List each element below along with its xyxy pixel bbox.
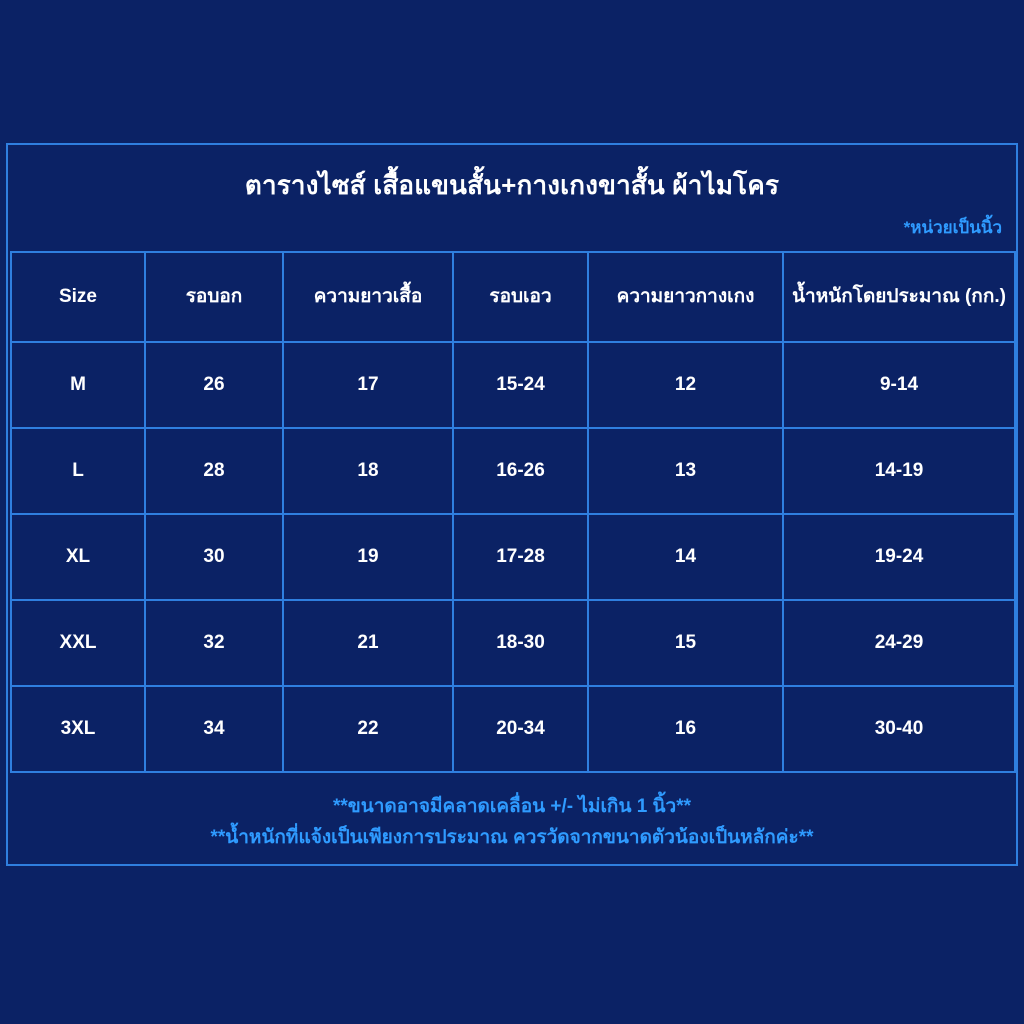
column-header-weight: น้ำหนักโดยประมาณ (กก.) (783, 252, 1015, 342)
table-row (11, 686, 1015, 772)
footnote-tolerance: **ขนาดอาจมีคลาดเคลื่อน +/- ไม่เกิน 1 นิ้ว** (332, 796, 691, 817)
cell-size: XL (11, 514, 145, 600)
cell-weight: 19-24 (783, 514, 1015, 600)
cell-shirt-length: 17 (283, 342, 453, 428)
column-header-shirt-length: ความยาวเสื้อ (283, 252, 453, 342)
cell-pants-length: 15 (588, 600, 783, 686)
column-header-pants-length: ความยาวกางเกง (588, 252, 783, 342)
cell-waist: 20-34 (453, 686, 588, 772)
table-header-row (11, 252, 1015, 342)
size-table (10, 251, 1016, 773)
cell-chest: 32 (145, 600, 283, 686)
cell-pants-length: 14 (588, 514, 783, 600)
table-row (11, 600, 1015, 686)
cell-chest: 26 (145, 342, 283, 428)
cell-weight: 14-19 (783, 428, 1015, 514)
cell-weight: 9-14 (783, 342, 1015, 428)
table-row (11, 514, 1015, 600)
cell-shirt-length: 18 (283, 428, 453, 514)
cell-pants-length: 13 (588, 428, 783, 514)
column-header-chest: รอบอก (145, 252, 283, 342)
column-header-size: Size (11, 252, 145, 342)
table-row (11, 428, 1015, 514)
footnote-weight-estimate: **น้ำหนักที่แจ้งเป็นเพียงการประมาณ ควรวัดจากขนาดตัวน้องเป็นหลักค่ะ** (210, 827, 814, 849)
cell-waist: 18-30 (453, 600, 588, 686)
cell-chest: 30 (145, 514, 283, 600)
cell-waist: 17-28 (453, 514, 588, 600)
cell-shirt-length: 21 (283, 600, 453, 686)
table-body (11, 342, 1015, 772)
cell-weight: 30-40 (783, 686, 1015, 772)
cell-pants-length: 16 (588, 686, 783, 772)
size-chart-card (6, 143, 1018, 866)
table-row (11, 342, 1015, 428)
cell-size: L (11, 428, 145, 514)
unit-note: *หน่วยเป็นนิ้ว (903, 218, 1002, 237)
cell-waist: 16-26 (453, 428, 588, 514)
page-title: ตารางไซส์ เสื้อแขนสั้น+กางเกงขาสั้น ผ้าไมโคร (244, 170, 780, 200)
cell-size: M (11, 342, 145, 428)
cell-weight: 24-29 (783, 600, 1015, 686)
cell-shirt-length: 22 (283, 686, 453, 772)
cell-waist: 15-24 (453, 342, 588, 428)
cell-size: XXL (11, 600, 145, 686)
table-header (11, 252, 1015, 342)
cell-size: 3XL (11, 686, 145, 772)
cell-shirt-length: 19 (283, 514, 453, 600)
cell-chest: 34 (145, 686, 283, 772)
cell-chest: 28 (145, 428, 283, 514)
cell-pants-length: 12 (588, 342, 783, 428)
column-header-waist: รอบเอว (453, 252, 588, 342)
footnotes (8, 781, 1016, 854)
